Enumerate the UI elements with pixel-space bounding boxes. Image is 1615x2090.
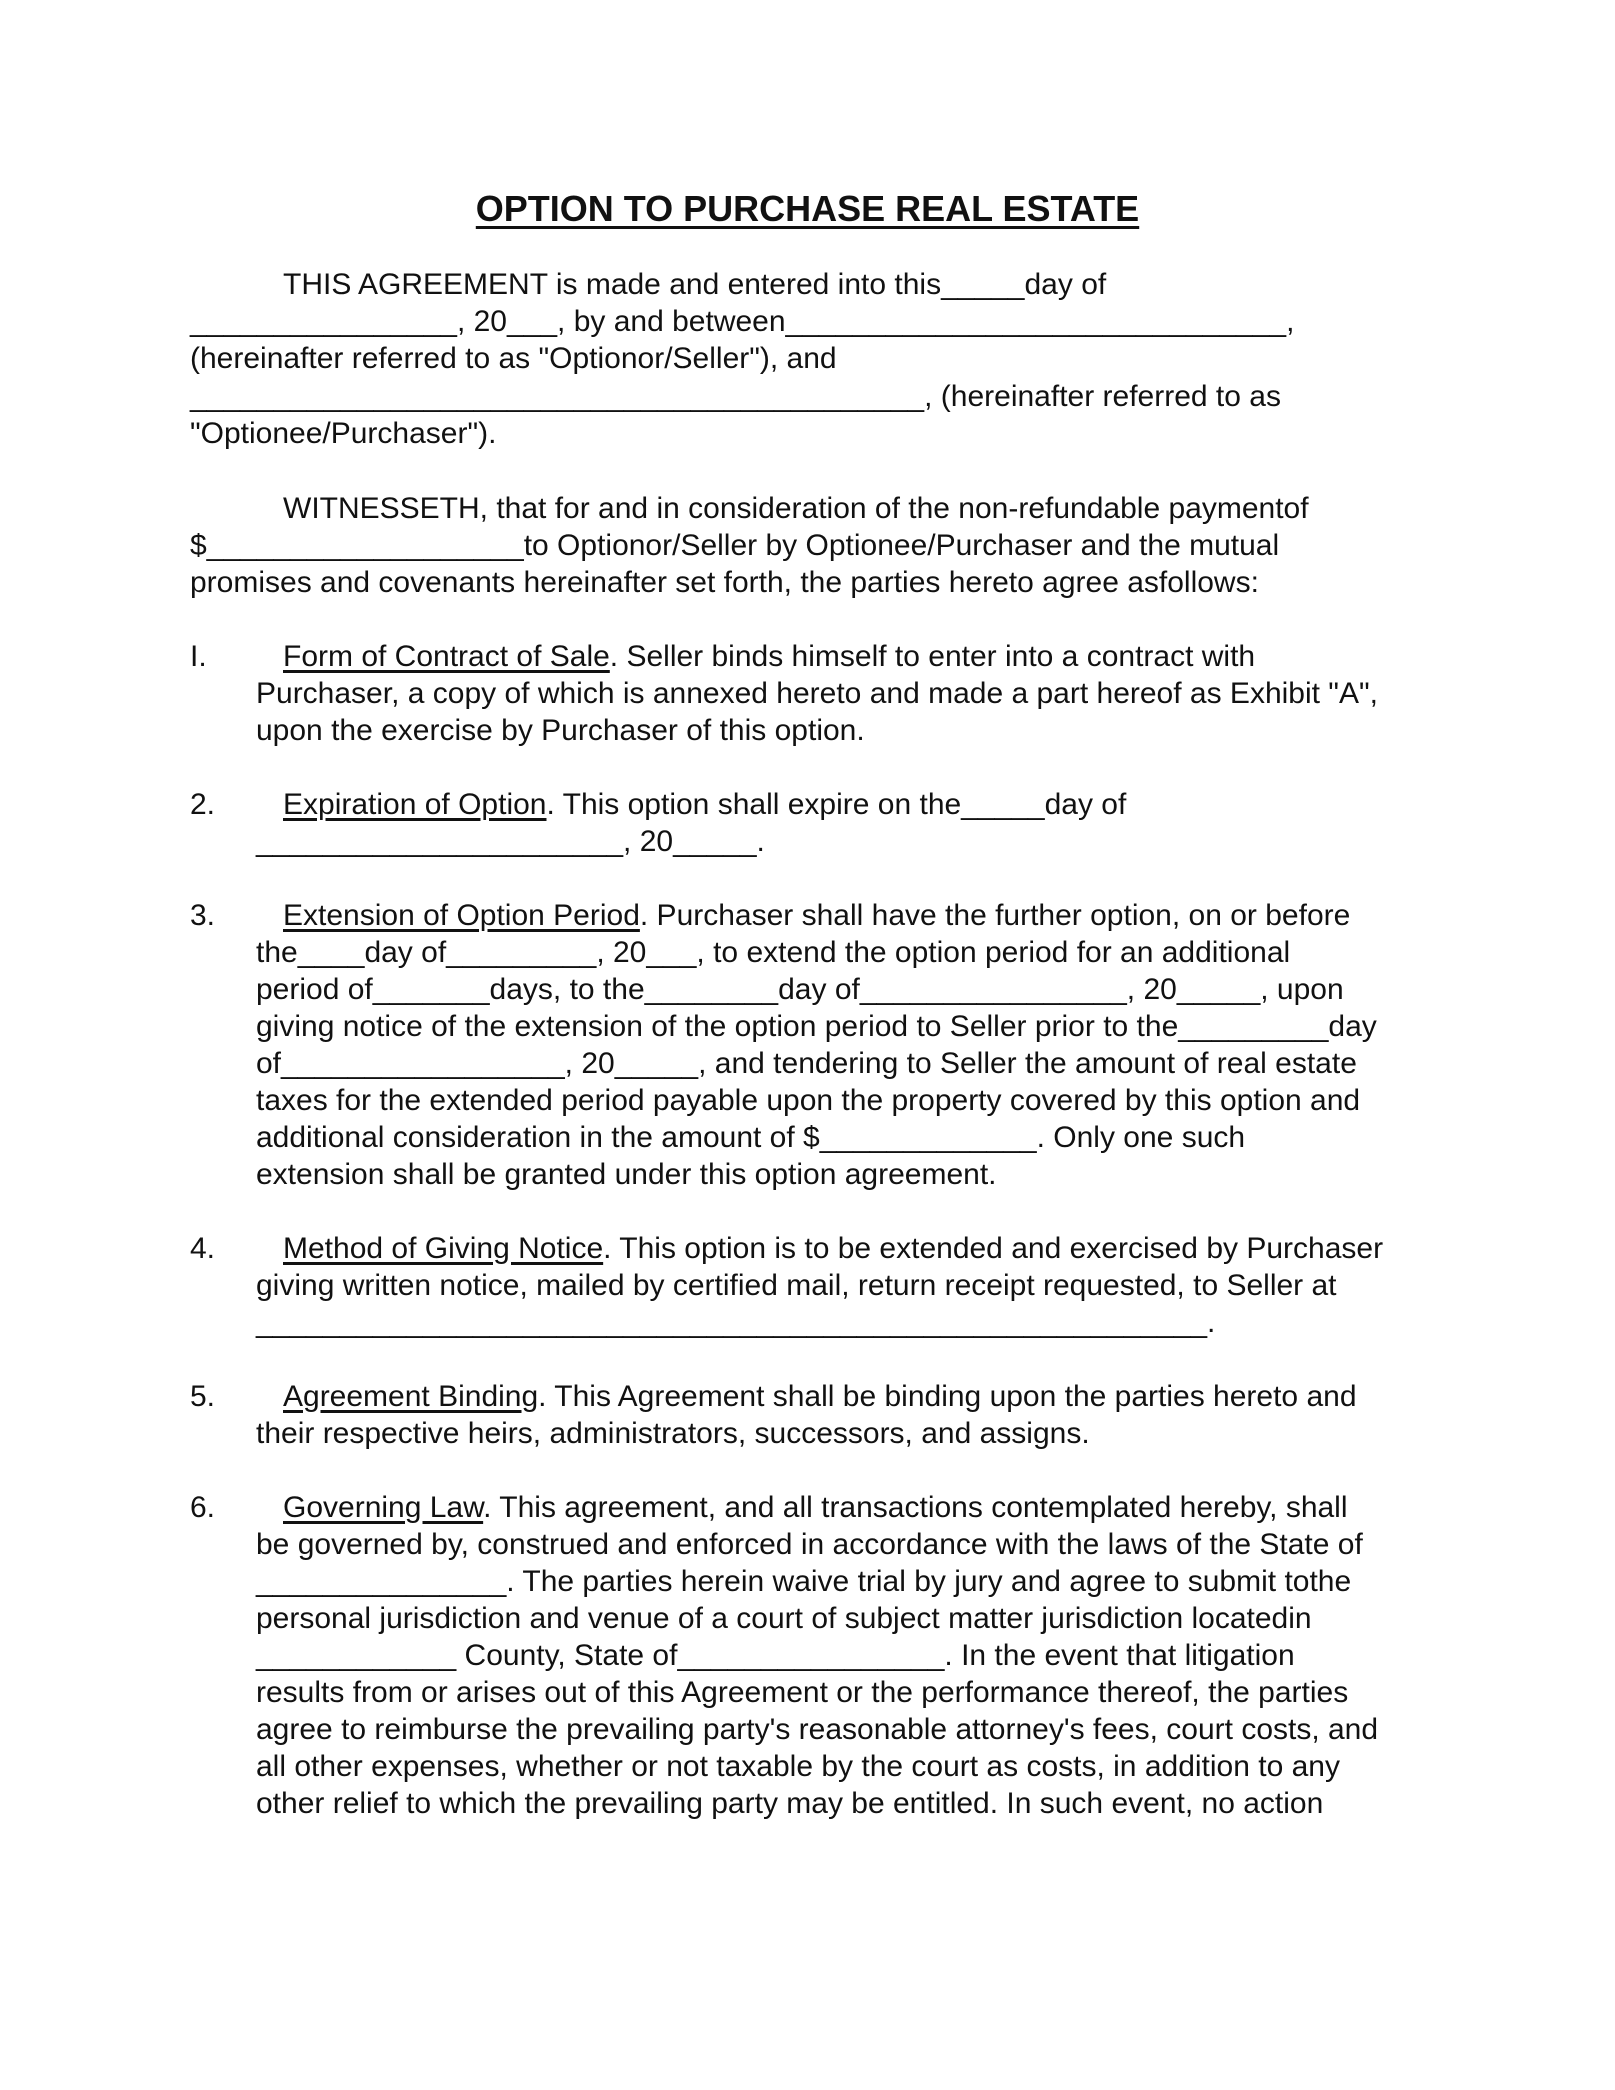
section-6-line-3: _______________. The parties herein waive trial by jury and agree to submit tothe [256, 1565, 1352, 1598]
intro-line-3: (hereinafter referred to as "Optionor/Seller"), and [190, 342, 837, 375]
section-3-heading: Extension of Option Period [283, 899, 640, 932]
witness-line-2: $___________________to Optionor/Seller by Optionee/Purchaser and the mutual [190, 529, 1280, 562]
section-3-line-3: period of_______days, to the________day of________________, 20_____, upon [256, 973, 1344, 1006]
section-3-line-2: the____day of_________, 20___, to extend the option period for an additional [256, 936, 1291, 969]
witness-line-3: promises and covenants hereinafter set forth, the parties hereto agree asfollows: [190, 566, 1259, 599]
section-2-line-1 [283, 786, 1126, 823]
section-3-line-1 [283, 897, 1350, 934]
witness-line-1: WITNESSETH, that for and in consideration of the non-refundable paymentof [283, 492, 1309, 525]
section-1-number: I. [190, 640, 207, 673]
section-4-text: . This option is to be extended and exercised by Purchaser [603, 1232, 1384, 1265]
section-6-line-9: other relief to which the prevailing party may be entitled. In such event, no action [256, 1787, 1324, 1820]
section-5-line-1 [283, 1378, 1357, 1415]
section-4-line-1 [283, 1230, 1383, 1267]
section-6-line-1 [283, 1489, 1348, 1526]
section-2-line-2: ______________________, 20_____. [256, 825, 765, 858]
document-title: OPTION TO PURCHASE REAL ESTATE [475, 188, 1140, 229]
section-4-line-2: giving written notice, mailed by certified mail, return receipt requested, to Seller at [256, 1269, 1337, 1302]
section-6-line-6: results from or arises out of this Agreement or the performance thereof, the parties [256, 1676, 1349, 1709]
section-5-heading: Agreement Binding [283, 1380, 539, 1413]
section-6-line-7: agree to reimburse the prevailing party's reasonable attorney's fees, court costs, and [256, 1713, 1379, 1746]
section-1-heading: Form of Contract of Sale [283, 640, 610, 673]
section-1-line-3: upon the exercise by Purchaser of this option. [256, 714, 865, 747]
section-4-heading: Method of Giving Notice [283, 1232, 604, 1265]
section-2-number: 2. [190, 788, 216, 821]
section-6-line-8: all other expenses, whether or not taxable by the court as costs, in addition to any [256, 1750, 1340, 1783]
intro-line-5: "Optionee/Purchaser"). [190, 417, 497, 450]
section-2-heading: Expiration of Option [283, 788, 547, 821]
section-1-text: . Seller binds himself to enter into a contract with [609, 640, 1256, 673]
section-3-line-8: extension shall be granted under this option agreement. [256, 1158, 997, 1191]
section-3-text: . Purchaser shall have the further option, on or before [639, 899, 1351, 932]
intro-line-4: ____________________________________________, (hereinafter referred to as [190, 380, 1281, 413]
section-6-line-2: be governed by, construed and enforced in accordance with the laws of the State of [256, 1528, 1363, 1561]
section-4-line-3: _________________________________________________________. [256, 1306, 1216, 1339]
section-6-heading: Governing Law [283, 1491, 484, 1524]
section-5-line-2: their respective heirs, administrators, successors, and assigns. [256, 1417, 1090, 1450]
section-2-text: . This option shall expire on the_____day of [546, 788, 1127, 821]
intro-line-1: THIS AGREEMENT is made and entered into this_____day of [283, 268, 1107, 301]
section-5-text: . This Agreement shall be binding upon the parties hereto and [538, 1380, 1357, 1413]
section-4-number: 4. [190, 1232, 216, 1265]
section-6-line-4: personal jurisdiction and venue of a court of subject matter jurisdiction locatedin [256, 1602, 1312, 1635]
section-3-line-6: taxes for the extended period payable upon the property covered by this option and [256, 1084, 1361, 1117]
section-6-number: 6. [190, 1491, 216, 1524]
intro-line-2: ________________, 20___, by and between______________________________, [190, 305, 1295, 338]
section-6-line-5: ____________ County, State of________________. In the event that litigation [256, 1639, 1295, 1672]
section-1-line-1 [283, 638, 1255, 675]
section-3-number: 3. [190, 899, 216, 932]
section-1-line-2: Purchaser, a copy of which is annexed hereto and made a part hereof as Exhibit "A", [256, 677, 1378, 710]
section-6-text: . This agreement, and all transactions contemplated hereby, shall [483, 1491, 1348, 1524]
section-3-line-7: additional consideration in the amount of $_____________. Only one such [256, 1121, 1246, 1154]
section-3-line-4: giving notice of the extension of the option period to Seller prior to the_________day [256, 1010, 1377, 1043]
section-5-number: 5. [190, 1380, 216, 1413]
section-3-line-5: of_________________, 20_____, and tendering to Seller the amount of real estate [256, 1047, 1357, 1080]
